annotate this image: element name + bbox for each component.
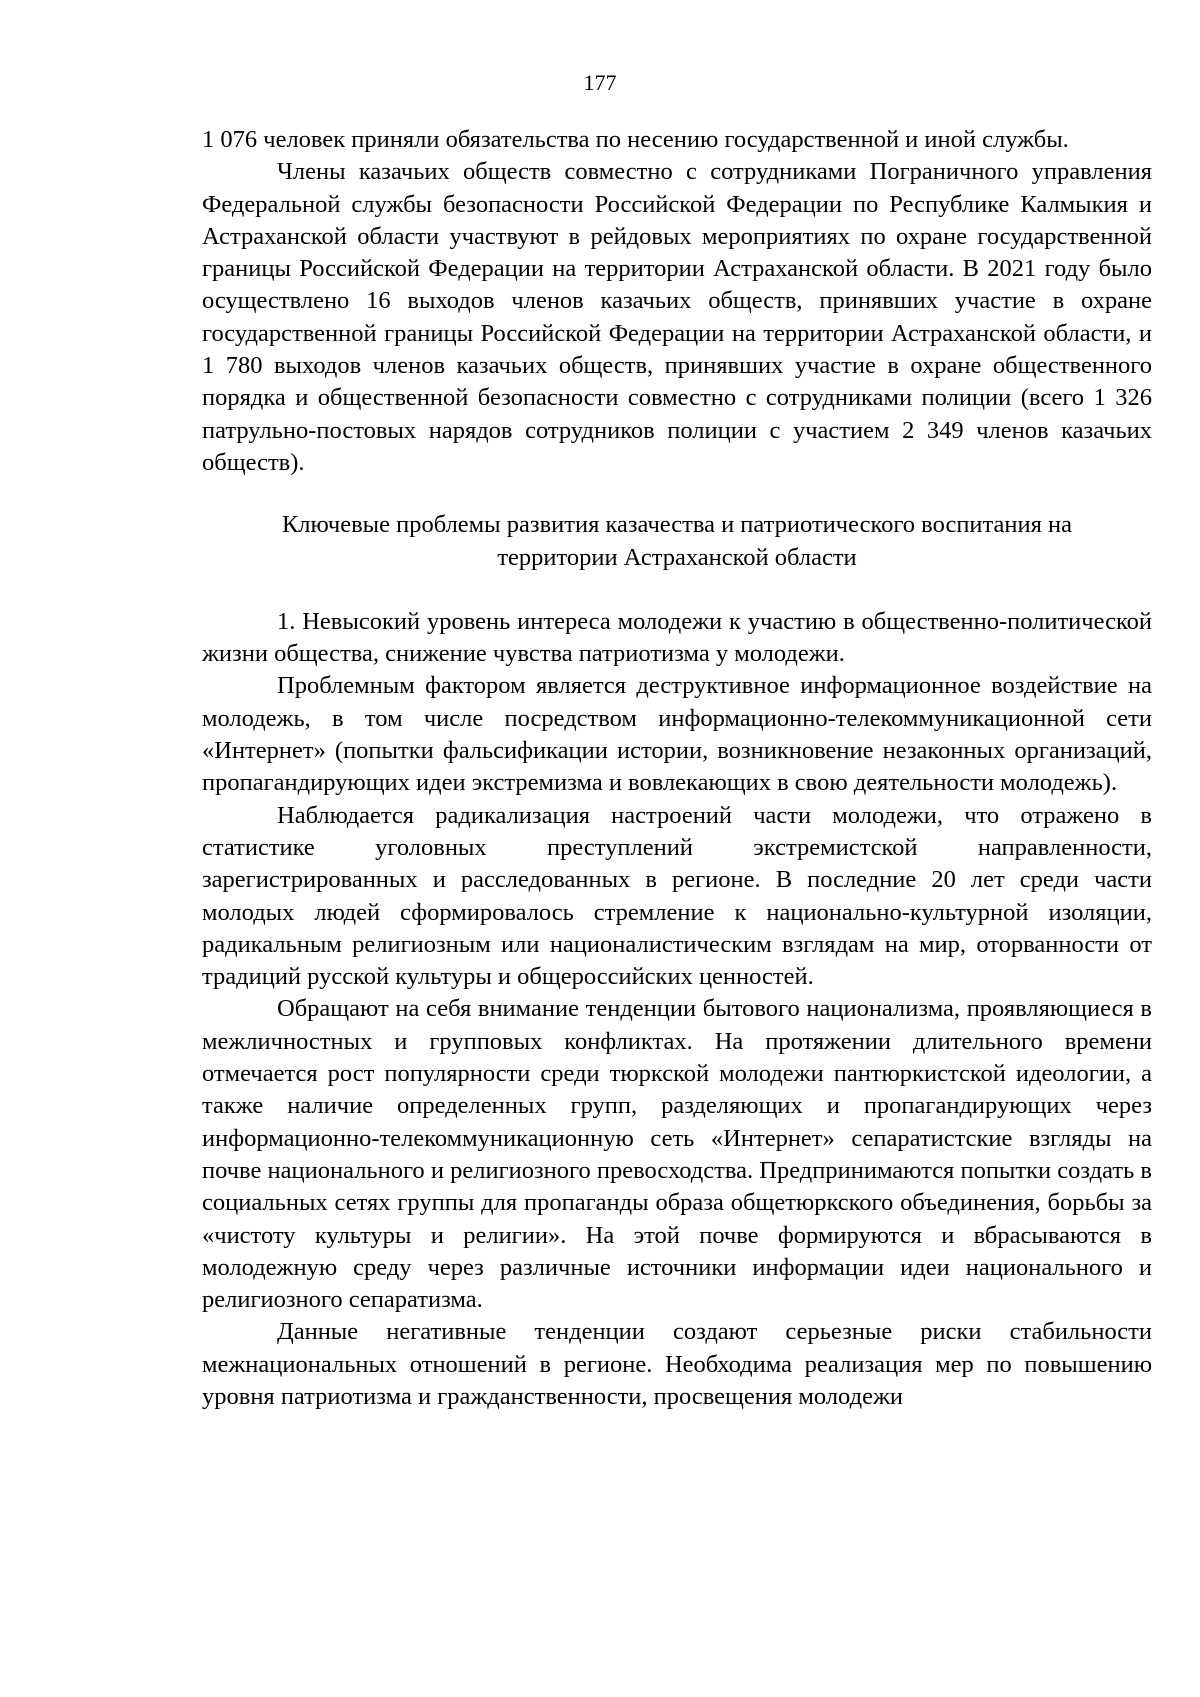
paragraph-risks: Данные негативные тенденции создают серьезные риски стабильности межнациональных отношений в регионе. Необходима реализация мер по повышению уровня патриотизма и гражданственности, просвещения молодежи: [202, 1318, 1152, 1410]
section-heading-line-1: Ключевые проблемы развития казачества и патриотического воспитания на: [281, 511, 1073, 539]
paragraph-nationalism-trends: Обращают на себя внимание тенденции бытового национализма, проявляющиеся в межличностных и групповых конфликтах. На протяжении длительного времени отмечается рост популярности среди тюркской молодежи пантюркистской идеологии, а также наличие определенных групп, разделяющих и пропагандирующих через информационно-телекоммуникационную сеть «Интернет» сепаратистские взгляды на почве национального и религиозного превосходства. Предпринимаются попытки создать в социальных сетях группы для пропаганды образа общетюркского объединения, борьбы за «чистоту культуры и религии». На этой почве формируются и вбрасываются в молодежную среду через различные источники информации идеи национального и религиозного сепаратизма.: [202, 995, 1152, 1314]
document-body: [202, 124, 1152, 1413]
paragraph-problem-1: 1. Невысокий уровень интереса молодежи к участию в общественно-политической жизни общества, снижение чувства патриотизма у молодежи.: [202, 607, 1152, 668]
page-number: 177: [583, 70, 617, 95]
section-heading-line-2: территории Астраханской области: [497, 543, 857, 571]
paragraph-destructive-influence: Проблемным фактором является деструктивное информационное воздействие на молодежь, в том числе посредством информационно-телекоммуникационной сети «Интернет» (попытки фальсификации истории, возникновение незаконных организаций, пропагандирующих идеи экстремизма и вовлекающих в свою деятельности молодежь).: [202, 672, 1152, 797]
paragraph-service-obligations: 1 076 человек приняли обязательства по несению государственной и иной службы.: [202, 126, 1069, 153]
paragraph-radicalization: Наблюдается радикализация настроений части молодежи, что отражено в статистике уголовных преступлений экстремистской направленности, зарегистрированных и расследованных в регионе. В последние 20 лет среди части молодых людей сформировалось стремление к национально-культурной изоляции, радикальным религиозным или националистическим взглядам на мир, оторванности от традиций русской культуры и общероссийских ценностей.: [202, 801, 1152, 991]
paragraph-border-patrol: Члены казачьих обществ совместно с сотрудниками Пограничного управления Федеральной службы безопасности Российской Федерации по Республике Калмыкия и Астраханской области участвуют в рейдовых мероприятиях по охране государственной границы Российской Федерации на территории Астраханской области. В 2021 году было осуществлено 16 выходов членов казачьих обществ, принявших участие в охране государственной границы Российской Федерации на территории Астраханской области, и 1 780 выходов членов казачьих обществ, принявших участие в охране общественного порядка и общественной безопасности совместно с сотрудниками полиции (всего 1 326 патрульно-постовых нарядов сотрудников полиции с участием 2 349 членов казачьих обществ).: [202, 158, 1152, 476]
section-heading: [202, 509, 1152, 574]
